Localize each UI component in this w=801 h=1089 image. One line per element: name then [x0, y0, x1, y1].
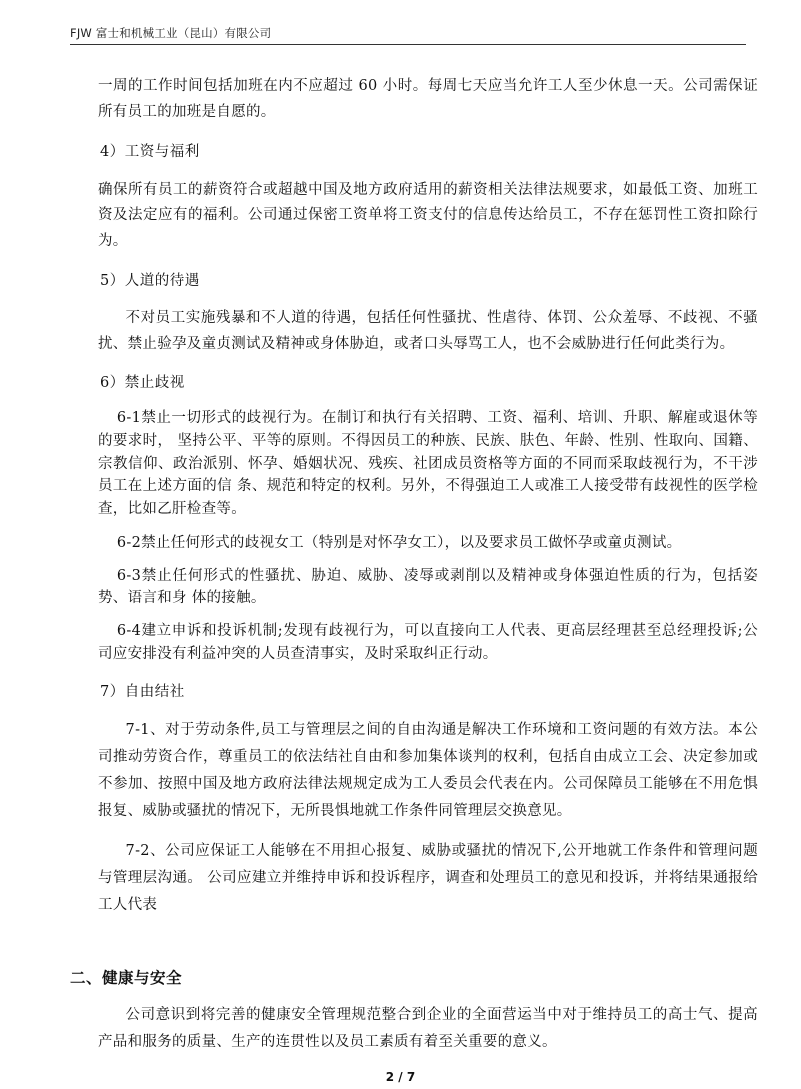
page-number: 2 / 7 [385, 1070, 416, 1084]
document-body [98, 74, 758, 919]
paragraph-association-7-2: 7-2、公司应保证工人能够在不用担心报复、威胁或骚扰的情况下,公开地就工作条件和管理问题与管理层沟通。 公司应建立并维持申诉和投诉程序，调查和处理员工的意见和投诉，并将结果通报给工人代表 [98, 843, 758, 914]
page-header [70, 26, 746, 45]
heading-humane-treatment: 5）人道的待遇 [100, 272, 200, 289]
heading-wages-benefits: 4）工资与福利 [100, 144, 200, 161]
paragraph-discrimination-6-3: 6-3禁止任何形式的性骚扰、胁迫、威胁、凌辱或剥削以及精神或身体强迫性质的行为，包括姿势、语言和身 体的接触。 [98, 567, 758, 607]
paragraph-association-7-1: 7-1、对于劳动条件,员工与管理层之间的自由沟通是解决工作环境和工资问题的有效方法。本公司推动劳资合作，尊重员工的依法结社自由和参加集体谈判的权利，包括自由成立工会、决定参加或不参加、按照中国及地方政府法律法规规定成为工人委员会代表在内。公司保障员工能够在不用危惧报复、威胁或骚扰的情况下，无所畏惧地就工作条件同管理层交换意见。 [98, 722, 758, 819]
section-health-safety-body [98, 1002, 758, 1056]
paragraph-working-hours: 一周的工作时间包括加班在内不应超过 60 小时。每周七天应当允许工人至少休息一天。公司需保证所有员工的加班是自愿的。 [98, 78, 758, 120]
paragraph-discrimination-6-2: 6-2禁止任何形式的歧视女工（特别是对怀孕女工），以及要求员工做怀孕或童贞测试。 [116, 534, 682, 551]
paragraph-discrimination-6-1: 6-1禁止一切形式的歧视行为。在制订和执行有关招聘、工资、福利、培训、升职、解雇或退休等的要求时， 坚持公平、平等的原则。不得因员工的种族、民族、肤色、年龄、性别、性取向、国籍、宗教信仰、政治派别、怀孕、婚姻状况、残疾、社团成员资格等方面的不同而采取歧视行为，不干涉员工在上述方面的信 条、规范和特定的权利。另外，不得强迫工人或准工人接受带有歧视性的医学检查，比如乙肝检查等。 [98, 409, 758, 518]
company-name: FJW 富士和机械工业（昆山）有限公司 [70, 26, 272, 40]
section-title-health-safety: 二、健康与安全 [70, 969, 183, 987]
paragraph-discrimination-6-4: 6-4建立申诉和投诉机制;发现有歧视行为，可以直接向工人代表、更高层经理甚至总经理投诉;公司应安排没有利益冲突的人员查清事实，及时采取纠正行动。 [98, 623, 758, 662]
heading-non-discrimination: 6）禁止歧视 [100, 375, 185, 392]
paragraph-humane-treatment: 不对员工实施残暴和不人道的待遇，包括任何性骚扰、性虐待、体罚、公众羞辱、不歧视、不骚扰、禁止验孕及童贞测试及精神或身体胁迫，或者口头辱骂工人，也不会威胁进行任何此类行为。 [98, 310, 758, 352]
paragraph-health-safety: 公司意识到将完善的健康安全管理规范整合到企业的全面营运当中对于维持员工的高士气、提高产品和服务的质量、生产的连贯性以及员工素质有着至关重要的意义。 [98, 1007, 758, 1050]
heading-freedom-of-association: 7）自由结社 [100, 683, 185, 700]
paragraph-wages-benefits: 确保所有员工的薪资符合或超越中国及地方政府适用的薪资相关法律法规要求，如最低工资、加班工资及法定应有的福利。公司通过保密工资单将工资支付的信息传达给员工，不存在惩罚性工资扣除行为。 [98, 181, 758, 249]
